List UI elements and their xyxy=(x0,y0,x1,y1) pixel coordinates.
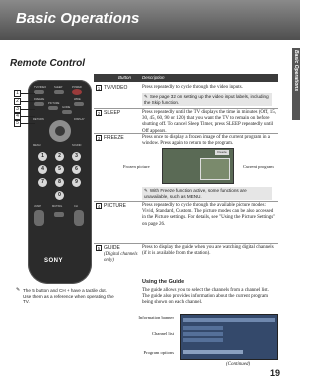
tip-icon: ✎ xyxy=(16,287,21,293)
row-divider xyxy=(94,133,278,134)
guide-info-banner-bar xyxy=(183,318,275,322)
freeze-badge: Freeze xyxy=(215,150,229,155)
guide-label-program-options: Program options xyxy=(143,350,174,355)
callout-4: 4 xyxy=(14,113,21,120)
remote-number-9: 9 xyxy=(72,178,81,187)
remote-label-wide: WIDE xyxy=(74,98,81,101)
callout-2: 2 xyxy=(14,98,21,105)
guide-section-title: Using the Guide xyxy=(142,279,185,285)
row-button-name: GUIDE xyxy=(104,245,120,251)
row-number: 4 xyxy=(97,204,101,209)
page-banner-title: Basic Operations xyxy=(16,10,140,27)
remote-label-jump: JUMP xyxy=(34,205,42,208)
row-divider xyxy=(94,108,278,109)
guide-channel-list-bar xyxy=(183,338,223,342)
remote-label-ch: CH xyxy=(74,205,78,208)
freeze-current-program-window xyxy=(200,158,230,180)
remote-guide-button xyxy=(62,110,72,114)
section-title: Remote Control xyxy=(10,58,85,69)
current-program-label: Current program xyxy=(243,164,274,169)
remote-sleep-button xyxy=(54,90,64,94)
row-note-text: See page 32 on setting up the video input labels, including the Skip function. xyxy=(144,94,269,105)
remote-label-sleep: SLEEP xyxy=(54,86,63,89)
side-tab-label: Basic Operations xyxy=(293,50,299,92)
callout-line-2 xyxy=(21,101,35,102)
row-description: Press to display the guide when you are watching digital channels (if it is available from the station). xyxy=(142,245,274,257)
row-description: Press repeatedly to cycle through the available picture modes: Vivid, Standard, Custom. The picture modes can be also accessed in the Picture settings. For details, see "Using the Picture Settings" on page 26. xyxy=(142,203,276,227)
remote-volume-rocker xyxy=(34,210,44,226)
remote-label-picture: PICTURE xyxy=(48,102,60,105)
callout-line-3 xyxy=(21,109,35,110)
remote-label-guide: GUIDE xyxy=(62,106,71,109)
row-button-name: FREEZE xyxy=(104,135,124,141)
remote-number-6: 6 xyxy=(72,165,81,174)
remote-label-return: RETURN xyxy=(33,118,44,121)
row-button-name: PICTURE xyxy=(104,203,126,209)
side-tab xyxy=(292,48,300,120)
row-number: 3 xyxy=(97,136,101,141)
remote-power-button xyxy=(72,89,82,95)
callout-line-5 xyxy=(21,123,35,124)
remote-wide-button xyxy=(74,102,84,106)
callout-line-4 xyxy=(21,116,35,117)
remote-dpad-center xyxy=(55,126,65,136)
guide-channel-list-bar xyxy=(183,326,223,330)
row-divider xyxy=(94,201,278,202)
remote-label-freeze: FREEZE xyxy=(34,98,45,101)
remote-control-illustration xyxy=(28,80,92,284)
remote-label-power: POWER xyxy=(72,86,82,89)
row-description: Press repeatedly to cycle through the video inputs. xyxy=(142,85,243,90)
row-number: 5 xyxy=(97,246,101,251)
remote-label-display: DISPLAY xyxy=(74,118,85,121)
remote-label-sound: SOUND xyxy=(72,144,82,147)
row-divider xyxy=(94,243,278,244)
remote-tv-video-button xyxy=(34,90,44,94)
remote-label-menu: MENU xyxy=(33,144,41,147)
table-header xyxy=(94,74,278,82)
callout-1: 1 xyxy=(14,90,21,97)
table-header-description: Description xyxy=(142,75,165,80)
sony-logo: SONY xyxy=(44,258,64,264)
remote-number-8: 8 xyxy=(55,178,64,187)
guide-label-information-banner: Information banner xyxy=(138,315,174,320)
remote-number-1: 1 xyxy=(38,152,47,161)
guide-program-options-bar xyxy=(183,350,243,354)
row-number: 2 xyxy=(97,111,101,116)
row-note xyxy=(142,93,272,106)
tip-text: The 5 button and CH + have a tactile dot. Use them as a reference when operating the TV. xyxy=(23,288,114,305)
row-button-name: SLEEP xyxy=(104,110,121,116)
note-icon: ✎ xyxy=(144,94,148,99)
callout-line-1 xyxy=(21,93,35,94)
row-description: Press repeatedly until the TV displays the time in minutes (Off, 15, 30, 45, 60, 90 or 120) that you want the TV to remain on before shutting off. To cancel Sleep Timer, press SLEEP repeatedly until Off appears. xyxy=(142,110,277,134)
row-description: Press once to display a frozen image of the current program in a window. Press again to return to the program. xyxy=(142,135,271,147)
remote-number-2: 2 xyxy=(55,152,64,161)
continued-label: (Continued) xyxy=(226,362,251,367)
remote-muting-button xyxy=(54,212,64,217)
remote-number-7: 7 xyxy=(38,178,47,187)
remote-number-5: 5 xyxy=(55,165,64,174)
remote-number-0: 0 xyxy=(55,191,64,200)
guide-label-channel-list: Channel list xyxy=(151,331,174,336)
row-note xyxy=(142,187,272,200)
remote-picture-button xyxy=(48,106,58,110)
remote-label-muting: MUTING xyxy=(52,205,63,208)
remote-label-tv-video: TV/VIDEO xyxy=(34,86,47,89)
remote-number-4: 4 xyxy=(38,165,47,174)
row-note-text: With Freeze function active, some functions are unavailable, such as MENU. xyxy=(144,188,247,199)
remote-number-3: 3 xyxy=(72,152,81,161)
remote-channel-rocker xyxy=(74,210,84,226)
callout-5: 5 xyxy=(14,120,21,127)
tip-note xyxy=(16,288,116,305)
callout-3: 3 xyxy=(14,106,21,113)
guide-section-text: The guide allows you to select the channels from a channel list. The guide also provides information about the current program being shown on each channel. xyxy=(142,288,269,306)
guide-channel-list-bar xyxy=(183,332,223,336)
row-number: 1 xyxy=(97,86,101,91)
note-icon: ✎ xyxy=(144,188,148,193)
frozen-picture-label: Frozen picture xyxy=(123,164,150,169)
page-banner xyxy=(0,0,300,40)
row-button-name: TV/VIDEO xyxy=(104,85,128,91)
page-number: 19 xyxy=(270,368,281,378)
table-header-button: Button xyxy=(118,75,132,80)
row-button-subtitle: (Digital channels only) xyxy=(104,252,138,263)
remote-freeze-button xyxy=(34,102,44,106)
